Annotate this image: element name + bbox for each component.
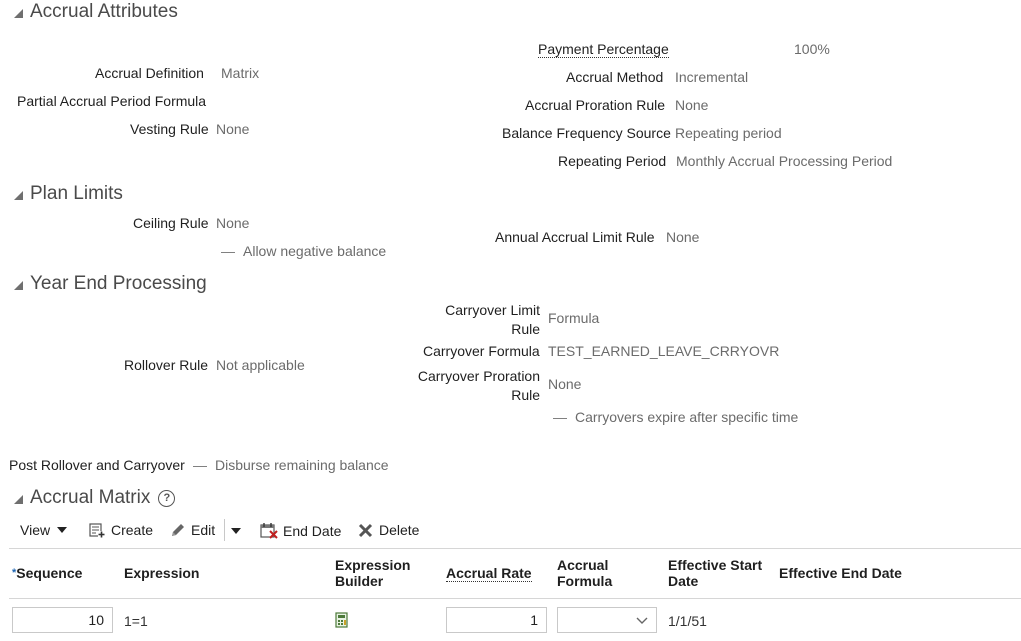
edit-menu-dropdown[interactable]	[231, 522, 241, 540]
annual-accrual-limit-label: Annual Accrual Limit Rule	[495, 229, 655, 245]
chevron-down-icon	[636, 617, 648, 625]
disburse-remaining-balance	[193, 457, 389, 473]
sequence-input[interactable]	[12, 607, 113, 633]
create-button[interactable]	[89, 522, 153, 538]
end-date-label: End Date	[283, 522, 342, 539]
rollover-rule-value: Not applicable	[216, 357, 305, 373]
header-line-2: Formula	[557, 573, 613, 589]
unchecked-dash-icon: —	[553, 409, 567, 425]
toolbar-divider	[224, 519, 225, 541]
collapse-triangle-icon[interactable]	[14, 281, 23, 290]
label-line-1: Carryover Proration	[417, 368, 540, 384]
payment-percentage-label[interactable]: Payment Percentage	[538, 41, 669, 57]
header-line-2: Date	[668, 573, 699, 589]
unchecked-dash-icon: —	[221, 243, 235, 259]
rollover-rule-label: Rollover Rule	[124, 357, 209, 373]
calculator-icon	[335, 612, 349, 628]
view-label: View	[20, 522, 51, 538]
accrual-rate-input[interactable]	[446, 607, 547, 633]
carryover-proration-rule-label	[410, 367, 540, 405]
edit-button[interactable]	[170, 522, 215, 538]
section-year-end-processing[interactable]	[14, 273, 207, 295]
view-menu[interactable]	[20, 522, 67, 538]
header-line-1: Expression	[335, 557, 411, 573]
expression-cell: 1=1	[124, 613, 148, 629]
carryover-limit-rule-label	[440, 301, 540, 339]
label-line-1: Carryover Limit	[445, 302, 540, 318]
pencil-icon	[170, 522, 186, 538]
table-top-border	[9, 548, 1021, 549]
column-header-expression[interactable]: Expression	[124, 565, 200, 581]
repeating-period-label: Repeating Period	[558, 153, 667, 169]
repeating-period-value: Monthly Accrual Processing Period	[676, 153, 893, 169]
create-icon	[89, 522, 105, 538]
chevron-down-icon	[57, 527, 67, 533]
column-header-effective-start-date[interactable]	[668, 557, 762, 589]
delete-label: Delete	[379, 522, 420, 538]
section-title: Accrual Matrix	[30, 487, 151, 508]
balance-frequency-value: Repeating period	[675, 125, 782, 141]
collapse-triangle-icon[interactable]	[14, 191, 23, 200]
section-title: Year End Processing	[30, 273, 207, 294]
section-title: Accrual Attributes	[30, 1, 178, 22]
post-rollover-carryover-label: Post Rollover and Carryover	[9, 457, 185, 473]
accrual-proration-rule-value: None	[675, 97, 709, 113]
section-accrual-attributes[interactable]	[14, 1, 178, 23]
carryover-limit-rule-value: Formula	[548, 310, 600, 326]
balance-frequency-label: Balance Frequency Source	[502, 125, 671, 141]
carryovers-expire	[553, 409, 798, 425]
create-label: Create	[111, 522, 154, 538]
vesting-rule-label: Vesting Rule	[130, 121, 209, 137]
accrual-method-value: Incremental	[675, 69, 749, 85]
accrual-proration-rule-label: Accrual Proration Rule	[525, 97, 666, 113]
allow-negative-balance	[221, 243, 386, 259]
required-marker: *	[12, 567, 17, 579]
section-plan-limits[interactable]	[14, 183, 123, 205]
accrual-definition-label: Accrual Definition	[95, 65, 204, 81]
expression-builder-calculator-icon[interactable]	[335, 612, 349, 631]
label-line-2: Rule	[511, 321, 540, 337]
column-header-accrual-formula[interactable]	[557, 557, 612, 589]
collapse-triangle-icon[interactable]	[14, 495, 23, 504]
chevron-down-icon	[231, 528, 241, 534]
section-title: Plan Limits	[30, 183, 123, 204]
partial-accrual-formula-label: Partial Accrual Period Formula	[17, 93, 207, 109]
carryover-formula-value: TEST_EARNED_LEAVE_CRRYOVR	[548, 343, 780, 359]
label-line-2: Rule	[511, 387, 540, 403]
annual-accrual-limit-value: None	[666, 229, 700, 245]
allow-negative-balance-text: Allow negative balance	[243, 243, 387, 259]
delete-x-icon	[358, 523, 373, 538]
column-header-sequence[interactable]	[12, 565, 82, 581]
column-header-expression-builder[interactable]	[335, 557, 410, 589]
carryover-formula-label: Carryover Formula	[423, 343, 540, 359]
disburse-remaining-text: Disburse remaining balance	[215, 457, 389, 473]
effective-start-date-cell: 1/1/51	[668, 613, 707, 629]
section-accrual-matrix[interactable]	[14, 487, 175, 509]
header-line-2: Builder	[335, 573, 384, 589]
delete-button[interactable]	[358, 522, 419, 538]
calendar-end-icon	[260, 522, 278, 539]
help-icon[interactable]: ?	[158, 490, 175, 507]
collapse-triangle-icon[interactable]	[14, 9, 23, 18]
ceiling-rule-label: Ceiling Rule	[133, 215, 209, 231]
header-line-1: Effective Start	[668, 557, 763, 573]
accrual-formula-select[interactable]	[557, 607, 657, 633]
carryover-proration-rule-value: None	[548, 376, 582, 392]
column-header-accrual-rate[interactable]: Accrual Rate	[446, 565, 532, 581]
end-date-button[interactable]	[260, 522, 341, 539]
payment-percentage-value: 100%	[794, 41, 830, 57]
header-text: Sequence	[16, 565, 83, 581]
carryovers-expire-text: Carryovers expire after specific time	[575, 409, 799, 425]
header-line-1: Accrual	[557, 557, 609, 573]
accrual-definition-value: Matrix	[221, 65, 260, 81]
unchecked-dash-icon: —	[193, 457, 207, 473]
table-header-border	[9, 598, 1021, 599]
edit-label: Edit	[191, 522, 216, 538]
ceiling-rule-value: None	[216, 215, 250, 231]
accrual-method-label: Accrual Method	[566, 69, 664, 85]
vesting-rule-value: None	[216, 121, 250, 137]
column-header-effective-end-date[interactable]: Effective End Date	[779, 565, 902, 581]
